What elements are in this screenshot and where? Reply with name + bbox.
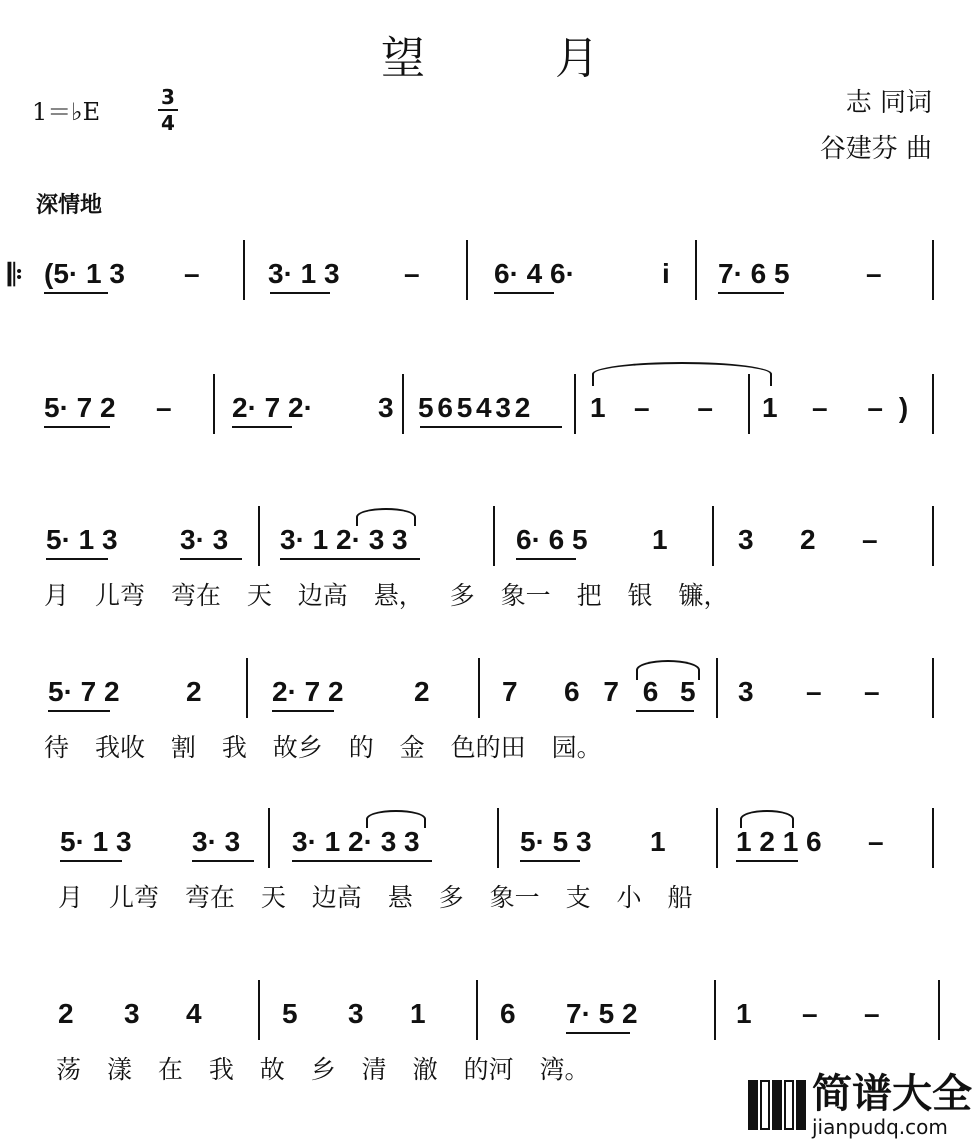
tie-arc [592, 362, 772, 386]
note-group: 3· 1 3 [268, 258, 340, 289]
note: 1 [650, 826, 666, 857]
note-group: 5· 1 3 [46, 524, 118, 555]
key-signature: 1＝♭E [32, 98, 101, 126]
note: 7 [502, 676, 518, 707]
watermark-name: 简谱大全 [812, 1071, 972, 1117]
watermark-url: jianpudq.com [812, 1115, 948, 1139]
note-group: 5· 1 3 [60, 826, 132, 857]
note-dash: – [404, 258, 420, 289]
note-group: 6· 6 5 [516, 524, 588, 555]
note-group: 5· 7 2 [48, 676, 120, 707]
note: 5 [282, 998, 298, 1029]
note: 2 [800, 524, 816, 555]
note-group: 5· 5 3 [520, 826, 592, 857]
note: 3 [738, 676, 754, 707]
tie-arc [740, 810, 794, 828]
note-dash: – [868, 826, 884, 857]
note: 3 [124, 998, 140, 1029]
note-group: 7· 6 5 [718, 258, 790, 289]
lyric-line: 月 儿弯 弯在 天 边高 悬， 多 象一 把 银 镰， [44, 581, 729, 610]
tie-arc [356, 508, 416, 526]
note-dash: – [866, 258, 882, 289]
lyricist-credit: 志 同词 [845, 88, 932, 118]
site-watermark [748, 1072, 972, 1138]
note-dash: – [862, 524, 878, 555]
note-group: 3· 1 2· 3 3 [280, 524, 408, 555]
note-dash: – [864, 998, 880, 1029]
note-dash: – [184, 258, 200, 289]
note: 1 [410, 998, 426, 1029]
note-group: 6· 4 6· [494, 258, 575, 289]
tie-arc [636, 660, 700, 680]
time-signature [158, 86, 178, 134]
lyric-line: 待 我收 割 我 故乡 的 金 色的田 园。 [44, 733, 602, 762]
note: 5 [680, 676, 696, 707]
note-group: 3· 3 [192, 826, 241, 857]
note: 4 [186, 998, 202, 1029]
note-group: 2· 7 2 [272, 676, 344, 707]
lyric-line: 荡 漾 在 我 故 乡 清 澈 的河 湾。 [56, 1055, 590, 1084]
note: 1 [736, 998, 752, 1029]
lyric-line: 月 儿弯 弯在 天 边高 悬 多 象一 支 小 船 [58, 883, 693, 912]
note-group: 6 7 6 [564, 676, 667, 707]
note-dash: – [864, 676, 880, 707]
note-dash: – [802, 998, 818, 1029]
note-dash: – [156, 392, 172, 423]
tie-arc [366, 810, 426, 828]
note-high: i [662, 258, 670, 289]
note-group: 5· 7 2 [44, 392, 116, 423]
composer-credit: 谷建芬 曲 [819, 134, 932, 164]
note-group: (5· 1 3 [44, 258, 125, 289]
note-dash: – –) [812, 392, 925, 423]
note: 6 [500, 998, 516, 1029]
note-group: 7· 5 2 [566, 998, 638, 1029]
note: 1 [762, 392, 778, 423]
note: 2 [414, 676, 430, 707]
note-group: 5 6 5 4 3 2 [418, 392, 529, 423]
song-title: 望 月 [381, 33, 657, 84]
note: 1 [590, 392, 606, 423]
note: 1 [652, 524, 668, 555]
note: 3 [378, 392, 394, 423]
note-group: 3· 1 2· 3 3 [292, 826, 420, 857]
tempo-mark: 深情地 [36, 193, 103, 218]
piano-keys-icon [748, 1080, 806, 1130]
note-group: 2· 7 2· [232, 392, 313, 423]
note-dash: – – [634, 392, 733, 423]
note: 3 [738, 524, 754, 555]
meter-top: 3 [161, 85, 175, 109]
note-group: 1 2 1 6 [736, 826, 822, 857]
note: 2 [58, 998, 74, 1029]
note-dash: – [806, 676, 822, 707]
note: 3 [348, 998, 364, 1029]
note-group: 3· 3 [180, 524, 229, 555]
repeat-start-sign: 𝄆 [8, 258, 23, 293]
meter-bottom: 4 [161, 111, 175, 135]
note: 2 [186, 676, 202, 707]
